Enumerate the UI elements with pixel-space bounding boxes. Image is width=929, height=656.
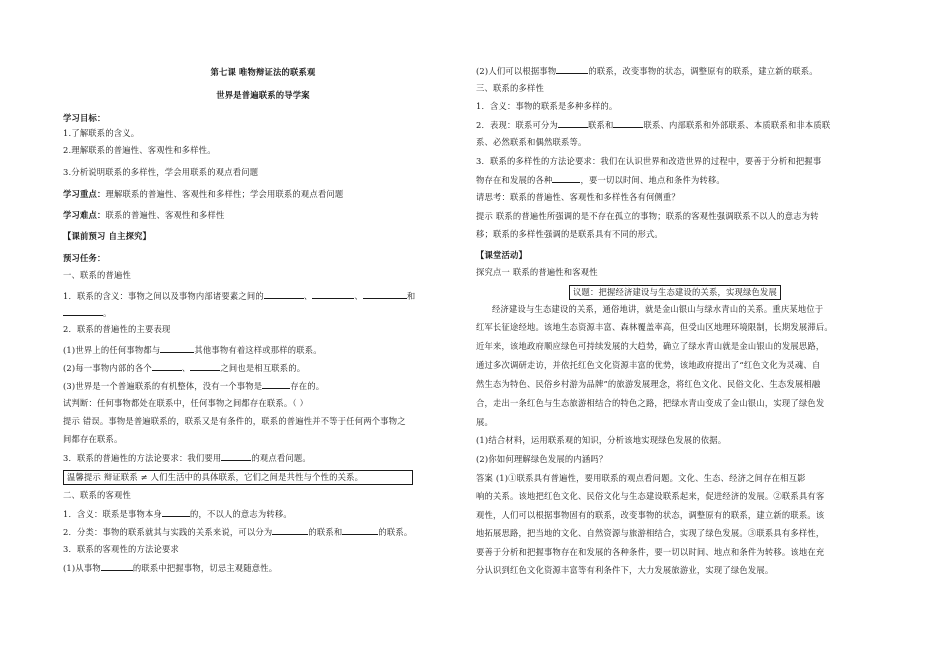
s1-para-6 bbox=[63, 451, 463, 465]
blank-line bbox=[312, 289, 354, 299]
s2-para-1 bbox=[63, 507, 463, 521]
key-points-text: 理解联系的普遍性、客观性和多样性；学会用联系的观点看问题 bbox=[105, 189, 344, 199]
s1-para-2: 2．联系的普遍性的主要表现 bbox=[63, 324, 171, 334]
lesson-title: 第七课 唯物辩证法的联系观 bbox=[210, 67, 316, 77]
text-segment: 、 bbox=[181, 363, 191, 373]
blank-line bbox=[160, 343, 194, 353]
lesson-subtitle: 世界是普遍联系的导学案 bbox=[216, 90, 310, 100]
preview-heading: 【课前预习 自主探究】 bbox=[63, 231, 152, 241]
text-segment: 2．分类：事物的联系就其与实践的关系来说，可以分为 bbox=[63, 527, 273, 537]
text-segment: 联系和 bbox=[587, 120, 614, 130]
blank-line bbox=[101, 561, 133, 571]
blank-line bbox=[552, 173, 580, 183]
s1-para-4 bbox=[63, 361, 463, 375]
text-segment: (1)从事物 bbox=[63, 563, 101, 573]
answer-line-4: 地拓展思路，把当地的文化、自然资源与旅游相结合，实现了绿色发展。③联系具有多样性， bbox=[476, 528, 825, 538]
answer-line-6: 分认识到红色文化资源丰富等有利条件下，大力发展旅游业，实现了绿色发展。 bbox=[476, 565, 774, 575]
difficult-points-text: 联系的普遍性、客观性和多样性 bbox=[105, 210, 225, 220]
text-segment: 的，不以人的意志为转移。 bbox=[189, 509, 292, 519]
text-segment: 1．含义：联系是事物本身 bbox=[63, 509, 162, 519]
think-hint-1: 提示 联系的普遍性所强调的是不存在孤立的事物；联系的客观性强调联系不以人的意志为转 bbox=[476, 211, 819, 221]
case-line-3: 近年来，该地政府顺应绿色可持续发展的大趋势，确立了绿水青山就是金山银山的发展思路， bbox=[476, 341, 825, 351]
think-hint-2: 移；联系的多样性强调的是联系具有不同的形式。 bbox=[476, 229, 663, 239]
blank-line bbox=[162, 507, 190, 517]
case-line-7: 展。 bbox=[476, 417, 493, 427]
blank-line bbox=[63, 306, 103, 316]
key-points-label: 学习重点： bbox=[63, 189, 106, 199]
blank-line bbox=[272, 525, 308, 535]
blank-line bbox=[190, 361, 220, 371]
answer-line-5: 要善于分析和把握事物存在和发展的各种条件，要一切以时间、地点和条件为转移。该地在充 bbox=[476, 547, 825, 557]
topic-box: 议题：把握经济建设与生态建设的关系，实现绿色发展 bbox=[569, 285, 781, 300]
blank-line bbox=[221, 451, 251, 461]
case-line-5: 然生态为特色、民俗乡村游为品牌”的旅游发展理念，将红色文化、民俗文化、生态发展相融 bbox=[476, 379, 821, 389]
blank-line bbox=[363, 289, 407, 299]
s3-para-1: 1．含义：事物的联系是多种多样的。 bbox=[476, 101, 618, 111]
text-segment: ，要一切以时间、地点和条件为转移。 bbox=[580, 175, 725, 185]
text-segment: 的联系和 bbox=[308, 527, 343, 537]
s1-para-1 bbox=[63, 289, 463, 303]
text-segment: 2．表现：联系可分为 bbox=[476, 120, 558, 130]
case-line-6: 合，走出一条红色与生态旅游相结合的特色之路，把绿水青山变成了金山银山，实现了绿色发 bbox=[476, 398, 825, 408]
text-segment: 存在的。 bbox=[290, 381, 325, 391]
text-segment: (1)世界上的任何事物都与 bbox=[63, 345, 161, 355]
text-segment: 的观点看问题。 bbox=[251, 453, 311, 463]
s3-para-3: 3．联系的多样性的方法论要求：我们在认识世界和改造世界的过程中，要善于分析和把握事 bbox=[476, 156, 822, 166]
blank-line bbox=[613, 118, 643, 128]
text-segment: (2)人们可以根据事物 bbox=[476, 66, 557, 76]
s1-para-1-cont bbox=[63, 306, 463, 320]
s1-para-3 bbox=[63, 343, 463, 357]
text-segment: 联系、内部联系和外部联系、本质联系和非本质联 bbox=[643, 120, 831, 130]
answer-line-1: 答案 (1)①联系具有普遍性，要用联系的观点看问题。文化、生态、经济之间存在相互影 bbox=[476, 473, 806, 483]
blank-line bbox=[262, 379, 290, 389]
s3-para-3-cont bbox=[476, 173, 874, 187]
think-question: 请思考：联系的普遍性、客观性和多样性各有何侧重？ bbox=[476, 192, 680, 202]
goal-2: 2.理解联系的普遍性、客观性和多样性。 bbox=[63, 145, 216, 155]
s2-para-3: 3．联系的客观性的方法论要求 bbox=[63, 544, 179, 554]
r-para-1 bbox=[476, 64, 874, 78]
section-2-heading: 二、联系的客观性 bbox=[63, 490, 131, 500]
topic-row bbox=[476, 285, 874, 300]
text-segment: (2)每一事物内部的各个 bbox=[63, 363, 152, 373]
text-segment: 的联系，改变事物的状态，调整原有的联系，建立新的联系。 bbox=[588, 66, 818, 76]
text-segment: 和 bbox=[406, 291, 416, 301]
answer-line-2: 响的关系。该地把红色文化、民俗文化与生态建设联系起来，促进经济的发展。②联系具有客 bbox=[476, 491, 825, 501]
case-line-1: 经济建设与生态建设的关系，通俗地讲，就是金山银山与绿水青山的关系。重庆某地位于 bbox=[492, 304, 824, 314]
difficult-points-label: 学习难点： bbox=[63, 210, 106, 220]
s1-judge: 试判断：任何事物都处在联系中，任何事物之间都存在联系。（ ） bbox=[63, 398, 309, 408]
section-1-heading: 一、联系的普遍性 bbox=[63, 270, 131, 280]
s1-hint-2: 间都存在联系。 bbox=[63, 434, 123, 444]
case-line-4: 通过多次调研走访，并依托红色文化资源丰富的优势，该地政府提出了“红色文化为灵魂、自 bbox=[476, 360, 821, 370]
s1-hint-1: 提示 错误。事物是普遍联系的，联系又是有条件的，联系的普遍性并不等于任何两个事物之 bbox=[63, 416, 406, 426]
answer-line-3: 观性，人们可以根据事物固有的联系，改变事物的状态，调整原有的联系，建立新的联系。该 bbox=[476, 510, 825, 520]
goal-1: 1.了解联系的含义。 bbox=[63, 128, 140, 138]
text-segment: 。 bbox=[103, 308, 112, 318]
text-segment: 之间也是相互联系的。 bbox=[220, 363, 306, 373]
blank-line bbox=[264, 289, 304, 299]
blank-line bbox=[558, 118, 588, 128]
goals-heading: 学习目标： bbox=[63, 113, 106, 123]
explore-point-1: 探究点一 联系的普遍性和客观性 bbox=[476, 267, 598, 277]
s1-para-5 bbox=[63, 379, 463, 393]
text-segment: 、 bbox=[354, 291, 363, 301]
s2-para-4 bbox=[63, 561, 463, 575]
text-segment: 3．联系的普遍性的方法论要求：我们要用 bbox=[63, 453, 222, 463]
s3-para-2 bbox=[476, 118, 874, 132]
text-segment: 的联系。 bbox=[378, 527, 413, 537]
text-segment: 其他事物有着这样或那样的联系。 bbox=[194, 345, 322, 355]
case-line-2: 红军长征途经地。该地生态资源丰富、森林覆盖率高，但受山区地理环境限制，长期发展滞后。 bbox=[476, 322, 833, 332]
s2-para-2 bbox=[63, 525, 463, 539]
text-segment: 、 bbox=[303, 291, 313, 301]
blank-line bbox=[556, 64, 588, 74]
task-heading: 预习任务： bbox=[63, 253, 106, 263]
question-2: (2)你如何理解绿色发展的内涵吗？ bbox=[476, 454, 608, 464]
difficult-points bbox=[63, 209, 463, 222]
blank-line bbox=[152, 361, 182, 371]
text-segment: (3)世界是一个普遍联系的有机整体，没有一个事物是 bbox=[63, 381, 263, 391]
key-points bbox=[63, 188, 463, 201]
text-segment: 1．联系的含义：事物之间以及事物内部诸要素之间的 bbox=[63, 291, 264, 301]
text-segment: 的联系中把握事物，切忌主观随意性。 bbox=[132, 563, 278, 573]
blank-line bbox=[342, 525, 378, 535]
activity-heading: 【课堂活动】 bbox=[476, 250, 527, 260]
question-1: (1)结合材料，运用联系观的知识，分析该地实现绿色发展的依据。 bbox=[476, 435, 727, 445]
warm-tip-box: 温馨提示 辩证联系 ≠ 人们生活中的具体联系，它们之间是共性与个性的关系。 bbox=[63, 470, 413, 485]
section-3-heading: 三、联系的多样性 bbox=[476, 83, 544, 93]
s3-para-2-cont: 系、必然联系和偶然联系等。 bbox=[476, 137, 587, 147]
text-segment: 物存在和发展的各种 bbox=[476, 175, 553, 185]
goal-3: 3.分析说明联系的多样性，学会用联系的观点看问题 bbox=[63, 167, 259, 177]
